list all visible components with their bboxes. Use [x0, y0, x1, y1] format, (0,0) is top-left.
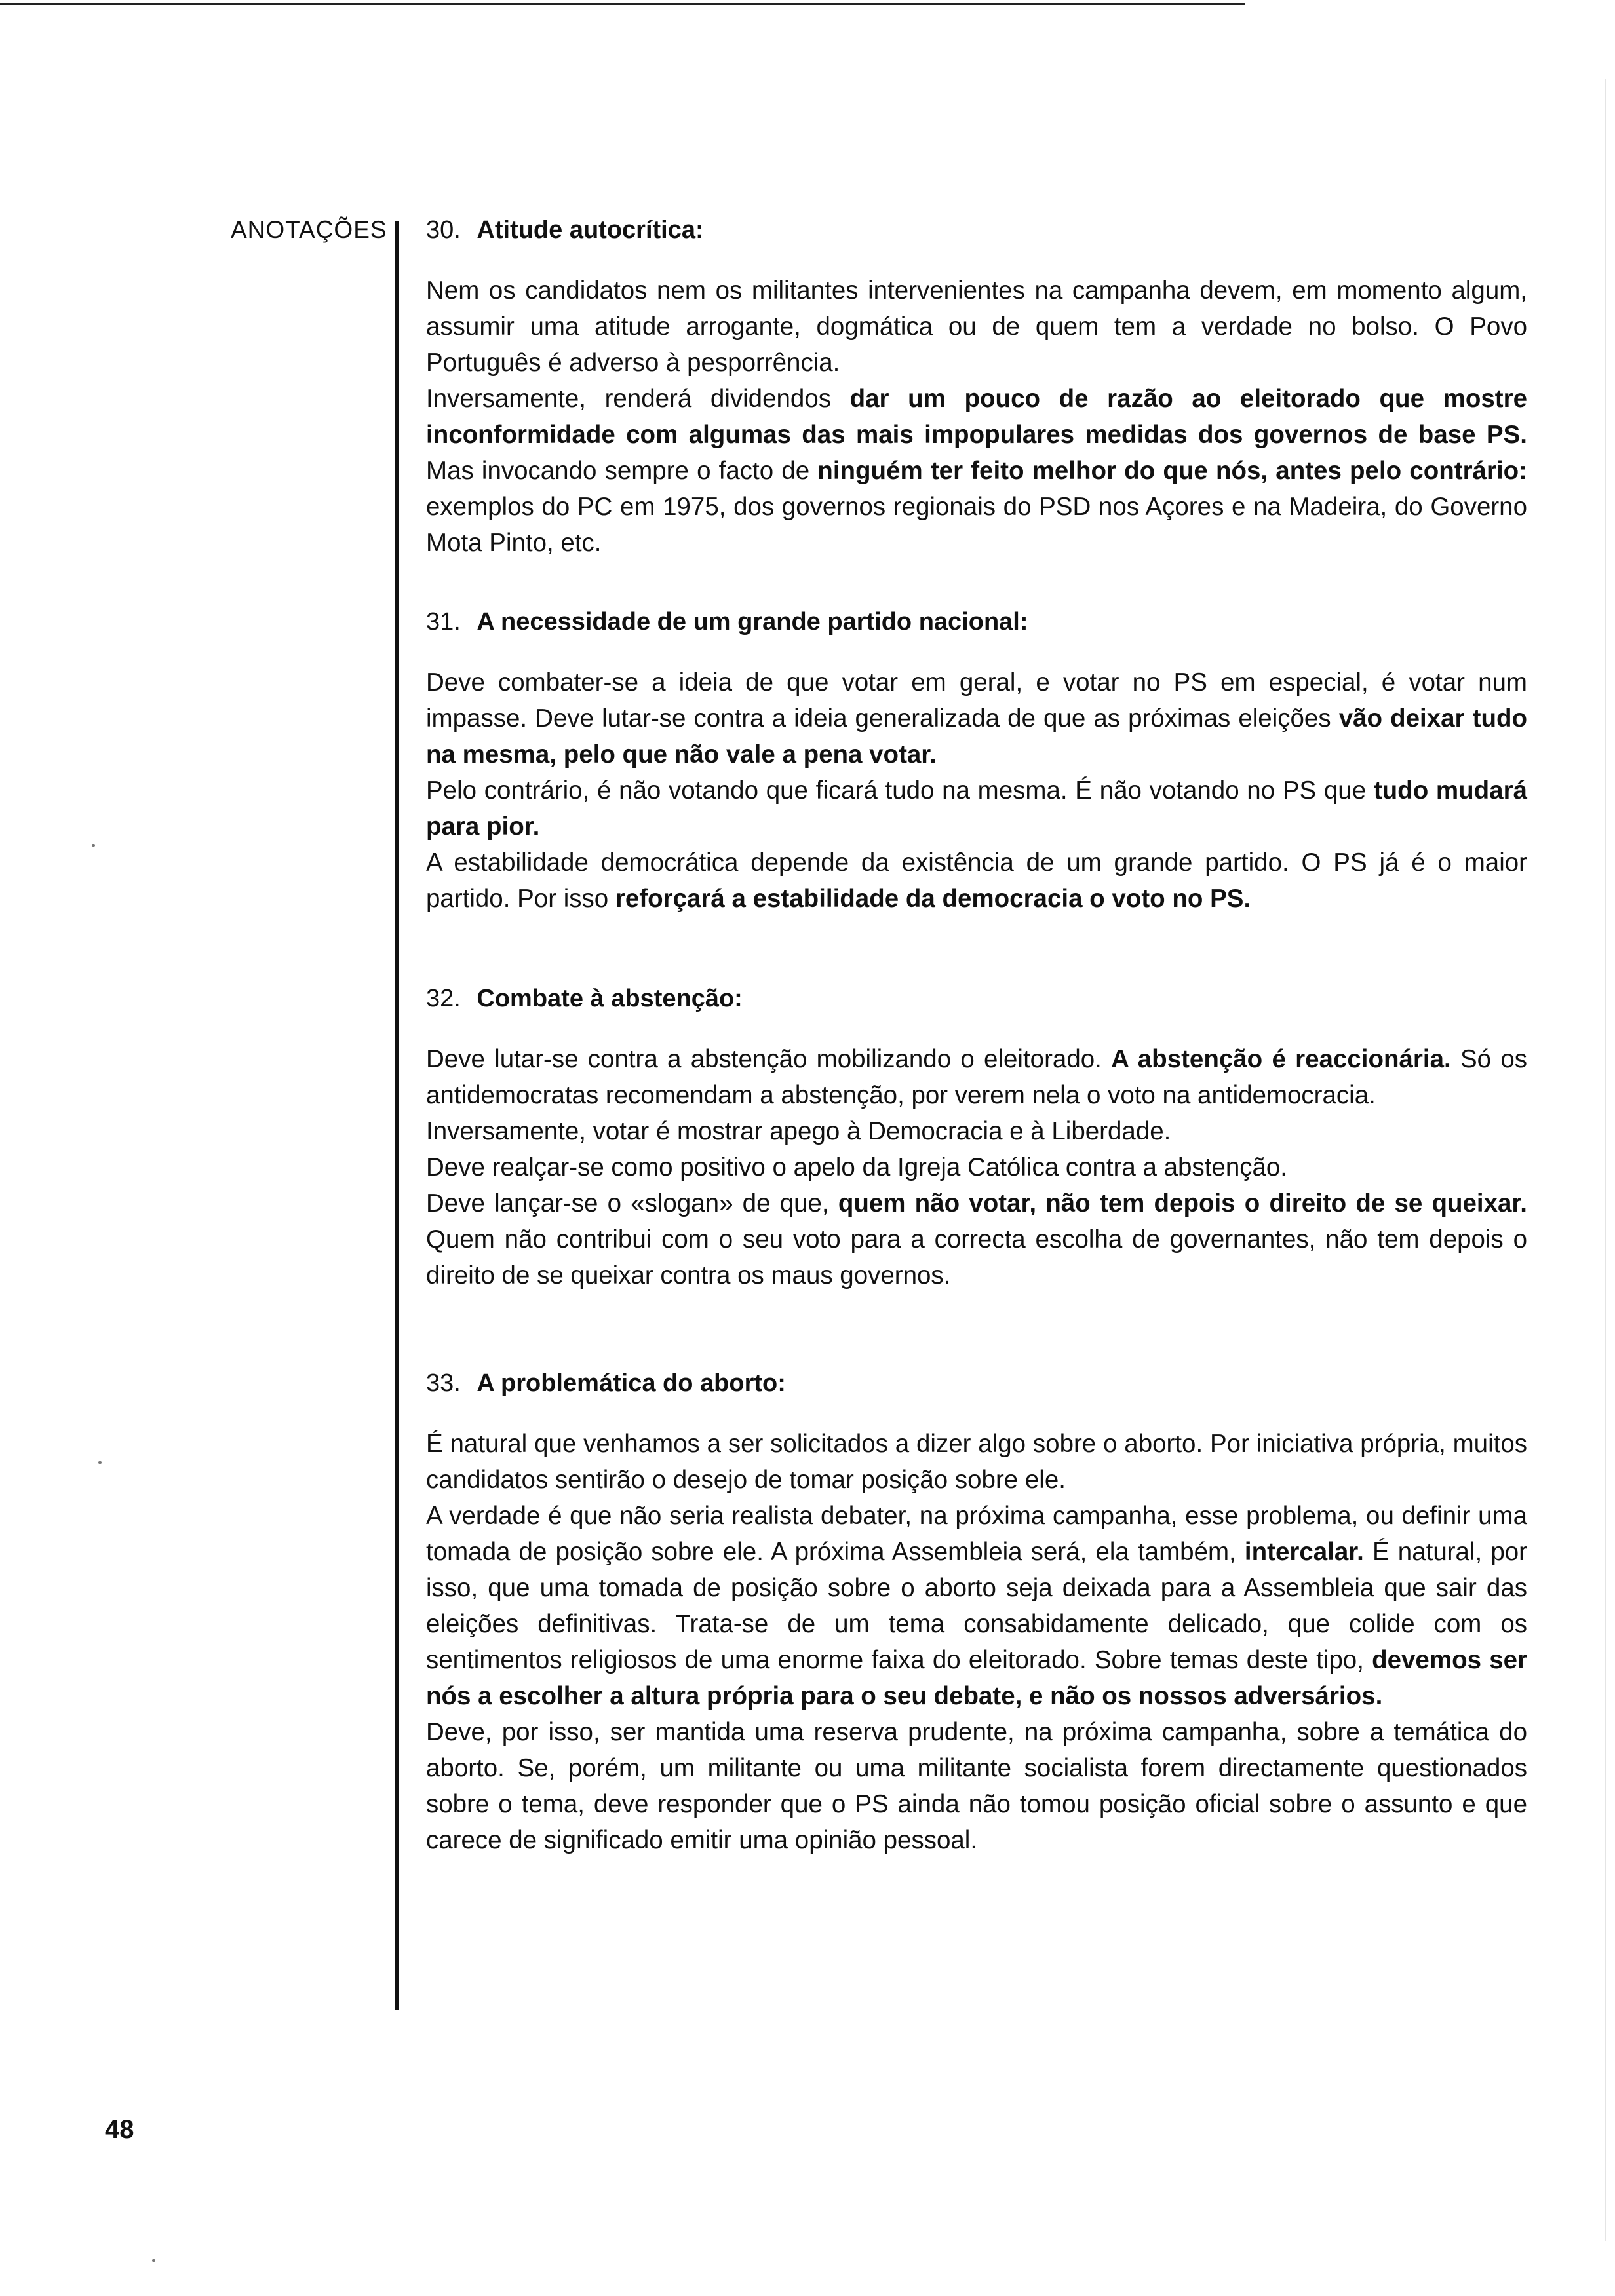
paragraph: [426, 773, 1527, 845]
body-text: Nem os candidatos nem os militantes intervenientes na campanha devem, em momento algum, assumir uma atitude arrogante, dogmática ou de quem tem a verdade no bolso. O Povo Português é adverso à pesporrência.: [426, 277, 1527, 377]
page-number: 48: [105, 2115, 134, 2144]
section-32: [426, 982, 1527, 1293]
section-title: Atitude autocrítica:: [477, 216, 704, 244]
body-text: É natural, por isso, que uma tomada de posição sobre o aborto seja deixada para a Assembleia que sair das eleições definitivas. Trata-se de um tema consabidamente delicado, que colide com os sentimentos religiosos de uma enorme faixa do eleitorado. Sobre temas deste tipo,: [426, 1538, 1528, 1674]
paragraph: [426, 845, 1527, 917]
section-text: [426, 664, 1527, 917]
body-text: Mas invocando sempre o facto de: [426, 457, 818, 485]
top-rule: [0, 3, 1245, 5]
paragraph: [426, 664, 1527, 773]
paragraph: [426, 1185, 1527, 1293]
section-number: 31.: [426, 608, 461, 636]
body-text: Deve lutar-se contra a abstenção mobilizando o eleitorado.: [426, 1045, 1112, 1073]
body-text: exemplos do PC em 1975, dos governos regionais do PSD nos Açores e na Madeira, do Governo Mota Pinto, etc.: [426, 493, 1527, 557]
section-heading: [426, 1367, 1527, 1400]
body-text: Pelo contrário, é não votando que ficará tudo na mesma. É não votando no PS que: [426, 776, 1374, 805]
paragraph: [426, 381, 1527, 561]
section-heading: [426, 605, 1527, 638]
body-text: Deve, por isso, ser mantida uma reserva prudente, na próxima campanha, sobre a temática do aborto. Se, porém, um militante ou uma militante socialista forem directamente questionados sobre o tema, deve responder que o PS ainda não tomou posição oficial sobre o assunto e que carece de significado emitir uma opinião pessoal.: [426, 1718, 1527, 1854]
emphasis-text: dar um pouco de razão ao eleitorado que mostre inconformidade com algumas das mais impopulares medidas dos governos de base PS.: [426, 385, 1527, 449]
body-text: Só os antidemocratas recomendam a abstenção, por verem nela o voto na antidemocracia.: [426, 1045, 1527, 1109]
section-title: A problemática do aborto:: [477, 1369, 786, 1397]
body-text: A verdade é que não seria realista debater, na próxima campanha, esse problema, ou definir uma tomada de posição sobre ele. A próxima Assembleia será, ela também,: [426, 1502, 1527, 1566]
emphasis-text: ninguém ter feito melhor do que nós, antes pelo contrário:: [817, 457, 1527, 485]
section-number: 32.: [426, 985, 461, 1012]
section-heading: [426, 214, 1527, 246]
section-number: 30.: [426, 216, 461, 244]
body-text: Quem não contribui com o seu voto para a correcta escolha de governantes, não tem depois o direito de se queixar contra os maus governos.: [426, 1225, 1527, 1290]
body-text: Deve realçar-se como positivo o apelo da Igreja Católica contra a abstenção.: [426, 1153, 1288, 1181]
body-text: A estabilidade democrática depende da existência de um grande partido. O PS já é o maior partido. Por isso: [426, 849, 1527, 913]
emphasis-text: vão deixar tudo na mesma, pelo que não vale a pena votar.: [426, 704, 1527, 769]
scan-speck: [98, 1461, 102, 1464]
body-text: Inversamente, renderá dividendos: [426, 385, 850, 413]
margin-label: ANOTAÇÕES: [231, 216, 387, 243]
section-30: [426, 214, 1527, 561]
paragraph: [426, 1113, 1527, 1149]
section-31: [426, 605, 1527, 917]
paragraph: [426, 1714, 1527, 1858]
emphasis-text: quem não votar, não tem depois o direito de se queixar.: [838, 1189, 1527, 1217]
margin-rule: [395, 221, 399, 2010]
paragraph: [426, 1041, 1527, 1113]
body-text: Inversamente, votar é mostrar apego à Democracia e à Liberdade.: [426, 1117, 1171, 1145]
page-edge: [1605, 79, 1606, 2241]
emphasis-text: devemos ser nós a escolher a altura própria para o seu debate, e não os nossos adversários.: [426, 1646, 1527, 1710]
section-title: Combate à abstenção:: [477, 985, 743, 1012]
paragraph: [426, 1149, 1527, 1185]
emphasis-text: intercalar.: [1244, 1538, 1364, 1566]
scan-speck: [152, 2259, 155, 2262]
paragraph: [426, 273, 1527, 381]
paragraph: [426, 1426, 1527, 1498]
section-text: [426, 273, 1527, 561]
page-body: [426, 214, 1527, 1858]
section-text: [426, 1426, 1527, 1858]
section-33: [426, 1367, 1527, 1858]
paragraph: [426, 1498, 1527, 1714]
body-text: É natural que venhamos a ser solicitados a dizer algo sobre o aborto. Por iniciativa própria, muitos candidatos sentirão o desejo de tomar posição sobre ele.: [426, 1430, 1527, 1494]
emphasis-text: reforçará a estabilidade da democracia o voto no PS.: [615, 885, 1251, 913]
body-text: Deve combater-se a ideia de que votar em geral, e votar no PS em especial, é votar num impasse. Deve lutar-se contra a ideia generalizada de que as próximas eleições: [426, 668, 1527, 733]
scan-speck: [92, 844, 95, 847]
emphasis-text: tudo mudará para pior.: [426, 776, 1527, 841]
section-number: 33.: [426, 1369, 461, 1397]
section-title: A necessidade de um grande partido nacional:: [477, 608, 1028, 636]
emphasis-text: A abstenção é reaccionária.: [1111, 1045, 1451, 1073]
section-heading: [426, 982, 1527, 1015]
body-text: Deve lançar-se o «slogan» de que,: [426, 1189, 838, 1217]
section-text: [426, 1041, 1527, 1293]
